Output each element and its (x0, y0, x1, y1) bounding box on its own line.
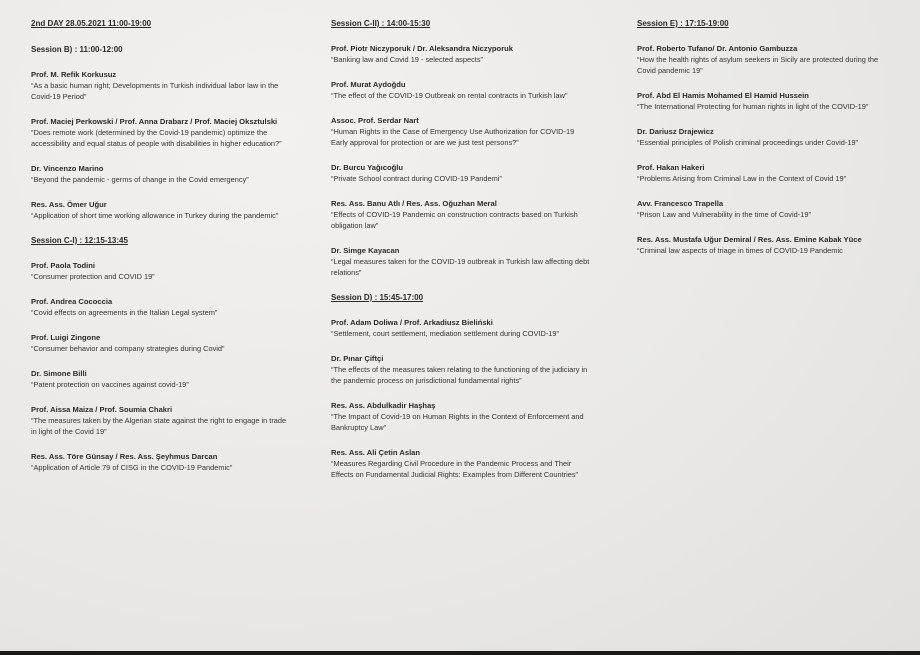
talk-title: “Covid effects on agreements in the Italian Legal system” (31, 308, 218, 317)
talk-item (31, 260, 293, 282)
talk-title: “Human Rights in the Case of Emergency Use Authorization for COVID-19 Early approval for protection or are we just test persons?” (331, 127, 575, 147)
talk-title: “The effects of the measures taken relating to the functioning of the judiciary in the pandemic process on jurisdictional fundamental rights” (331, 365, 588, 385)
talk-speaker: Dr. Burcu Yağıcoğlu (331, 163, 404, 172)
talk-speaker: Dr. Simone Billi (31, 369, 87, 378)
talk-title: “Measures Regarding Civil Procedure in the Pandemic Process and Their Effects on Fundamental Judicial Rights: Examples from Different Countries” (331, 459, 579, 479)
talk-title: “As a basic human right; Developments in Turkish individual labor law in the Covid-19 Period” (31, 81, 279, 101)
talk-speaker: Prof. Roberto Tufano/ Dr. Antonio Gambuzza (637, 44, 798, 53)
talk-title: “Application of short time working allowance in Turkey during the pandemic” (31, 211, 279, 220)
talk-title: “Consumer behavior and company strategies during Covid” (31, 344, 225, 353)
talk-item (31, 163, 293, 185)
talk-item (637, 126, 899, 148)
talk-speaker: Avv. Francesco Trapella (637, 199, 724, 208)
talk-speaker: Dr. Simge Kayacan (331, 246, 400, 255)
talk-item (31, 368, 293, 390)
talk-item (637, 90, 899, 112)
talk-title: “Consumer protection and COVID 19” (31, 272, 155, 281)
session-c1-header: Session C-I) : 12:15-13:45 (31, 236, 128, 245)
session-c2-header: Session C-II) : 14:00-15:30 (331, 19, 431, 28)
session-b-header: Session B) : 11:00-12:00 (31, 45, 123, 54)
talk-title: “The Impact of Covid-19 on Human Rights in the Context of Enforcement and Bankruptcy Law” (331, 412, 584, 432)
talk-title: “The International Protecting for human rights in light of the COVID-19” (637, 102, 869, 111)
talk-item (637, 43, 899, 76)
talk-speaker: Prof. Abd El Hamis Mohamed El Hamid Hussein (637, 91, 809, 100)
talk-title: “Criminal law aspects of triage in times of COVID-19 Pandemic (637, 246, 843, 255)
talk-speaker: Res. Ass. Banu Atlı / Res. Ass. Oğuzhan Meral (331, 199, 497, 208)
talk-item (331, 353, 593, 386)
talk-title: “Application of Article 79 of CISG in the COVID-19 Pandemic” (31, 463, 233, 472)
talk-speaker: Prof. Aissa Maiza / Prof. Soumia Chakri (31, 405, 173, 414)
talk-speaker: Prof. Adam Doliwa / Prof. Arkadiusz Bieliński (331, 318, 493, 327)
talk-item (331, 447, 593, 480)
talk-title: “Private School contract during COVID-19 Pandemi” (331, 174, 502, 183)
talk-title: “Banking law and Covid 19 - selected aspects” (331, 55, 483, 64)
talk-speaker: Prof. M. Refik Korkusuz (31, 70, 117, 79)
talk-speaker: Prof. Andrea Cococcia (31, 297, 113, 306)
talk-speaker: Prof. Paola Todini (31, 261, 95, 270)
talk-item (637, 198, 899, 220)
talk-item (31, 404, 293, 437)
talk-speaker: Prof. Piotr Niczyporuk / Dr. Aleksandra Niczyporuk (331, 44, 514, 53)
talk-speaker: Res. Ass. Mustafa Uğur Demiral / Res. Ass. Emine Kabak Yüce (637, 235, 862, 244)
talk-item (331, 43, 593, 65)
talk-item (331, 317, 593, 339)
talk-item (637, 162, 899, 184)
talk-speaker: Prof. Maciej Perkowski / Prof. Anna Drabarz / Prof. Maciej Oksztulski (31, 117, 278, 126)
session-e-header: Session E) : 17:15-19:00 (637, 19, 729, 28)
day-header: 2nd DAY 28.05.2021 11:00-19:00 (31, 19, 152, 28)
talk-speaker: Dr. Vincenzo Marino (31, 164, 104, 173)
talk-title: “Prison Law and Vulnerability in the time of Covid-19” (637, 210, 811, 219)
talk-speaker: Assoc. Prof. Serdar Nart (331, 116, 419, 125)
session-d-header: Session D) : 15:45-17:00 (331, 293, 424, 302)
talk-title: “Beyond the pandemic - germs of change in the Covid emergency” (31, 175, 249, 184)
talk-title: “Effects of COVID-19 Pandemic on construction contracts based on Turkish obligation law” (331, 210, 578, 230)
talk-item (331, 198, 593, 231)
program-column-2 (331, 18, 593, 494)
talk-item (31, 116, 293, 149)
talk-title: “Problems Arising from Criminal Law in the Context of Covid 19” (637, 174, 847, 183)
talk-item (31, 69, 293, 102)
talk-item (637, 234, 899, 256)
bottom-edge-bar (0, 651, 920, 655)
program-column-1 (31, 18, 293, 487)
program-column-3 (637, 18, 899, 270)
talk-speaker: Prof. Hakan Hakeri (637, 163, 705, 172)
talk-speaker: Prof. Luigi Zingone (31, 333, 101, 342)
talk-speaker: Res. Ass. Ali Çetin Aslan (331, 448, 421, 457)
talk-item (31, 199, 293, 221)
talk-title: “Does remote work (determined by the Covid-19 pandemic) optimize the accessibility and equal status of people with disabilities in higher education?” (31, 128, 282, 148)
talk-item (331, 162, 593, 184)
talk-speaker: Prof. Murat Aydoğdu (331, 80, 406, 89)
talk-speaker: Res. Ass. Töre Günsay / Res. Ass. Şeyhmus Darcan (31, 452, 218, 461)
talk-item (331, 400, 593, 433)
talk-title: “The effect of the COVID-19 Outbreak on rental contracts in Turkish law” (331, 91, 568, 100)
talk-item (31, 451, 293, 473)
talk-speaker: Dr. Dariusz Drajewicz (637, 127, 714, 136)
talk-title: “Legal measures taken for the COVID-19 outbreak in Turkish law affecting debt relations” (331, 257, 590, 277)
talk-speaker: Res. Ass. Ömer Uğur (31, 200, 107, 209)
talk-item (331, 79, 593, 101)
talk-title: “How the health rights of asylum seekers in Sicily are protected during the Covid pandemic 19” (637, 55, 879, 75)
talk-item (31, 296, 293, 318)
talk-title: “Essential principles of Polish criminal proceedings under Covid-19” (637, 138, 859, 147)
talk-title: “Patent protection on vaccines against covid-19” (31, 380, 189, 389)
talk-item (331, 245, 593, 278)
talk-item (331, 115, 593, 148)
talk-item (31, 332, 293, 354)
talk-title: “Settlement, court settlement, mediation settlement during COVID-19” (331, 329, 559, 338)
talk-title: “The measures taken by the Algerian state against the right to engage in trade in light of the Covid 19” (31, 416, 287, 436)
talk-speaker: Res. Ass. Abdulkadir Haşhaş (331, 401, 436, 410)
talk-speaker: Dr. Pınar Çiftçi (331, 354, 384, 363)
